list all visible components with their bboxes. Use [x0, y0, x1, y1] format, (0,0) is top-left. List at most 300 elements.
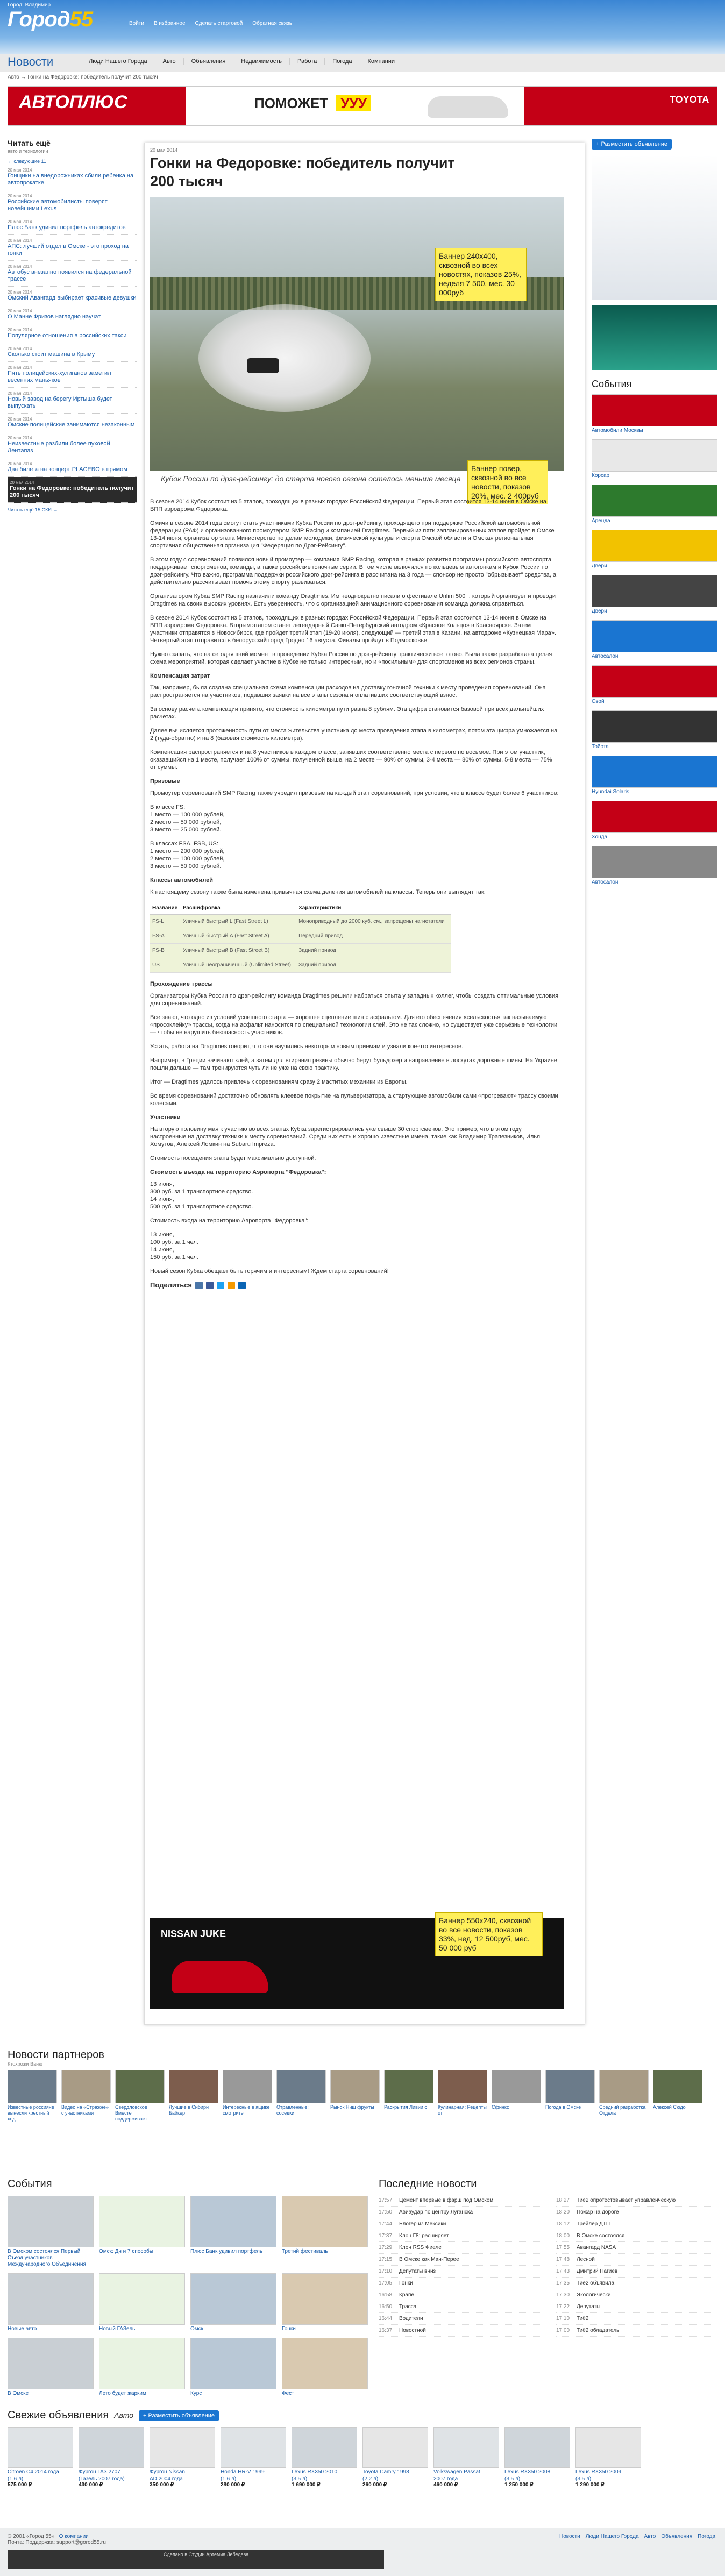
list-item[interactable] [8, 362, 137, 388]
item-title[interactable]: Омский Авангард выбирает красивые девушки [8, 295, 137, 301]
list-item[interactable] [8, 343, 137, 362]
cell: FS-B [150, 944, 181, 958]
table-row [150, 929, 451, 944]
news-line[interactable] [556, 2313, 717, 2325]
event-card-title[interactable]: Фест [282, 2390, 294, 2396]
news-text[interactable]: Трасса [399, 2304, 417, 2310]
news-time: 18:00 [556, 2233, 570, 2239]
item-title[interactable]: Сколько стоит машина в Крыму [8, 351, 95, 358]
news-line[interactable] [556, 2207, 717, 2218]
footer-link[interactable]: Люди Нашего Города [585, 2534, 639, 2539]
odnoklassniki-icon[interactable] [228, 1282, 235, 1289]
table-row [150, 958, 451, 973]
photo-car [247, 358, 279, 373]
col-header: Характеристики [296, 902, 451, 915]
col-header: Расшифровка [181, 902, 296, 915]
news-text[interactable]: Клон Г8: расширяет [399, 2233, 449, 2239]
article-body [150, 498, 559, 1289]
event-card-title[interactable]: Курс [190, 2390, 202, 2396]
ad-image [504, 2427, 570, 2468]
news-text[interactable]: Трейлер ДТП [577, 2221, 610, 2227]
event-card[interactable] [190, 2273, 276, 2332]
right-ad-toyota[interactable] [592, 155, 717, 300]
partner-title[interactable]: Средний разработка Отдела [599, 2104, 646, 2116]
news-time: 17:00 [556, 2328, 570, 2333]
list-item[interactable] [8, 432, 137, 458]
partner-title[interactable]: Рынок Ниш фрукты [330, 2104, 374, 2110]
event-card-title[interactable]: Лето будет жарким [99, 2390, 146, 2396]
event-item[interactable] [592, 801, 717, 841]
login-link[interactable]: Войти [129, 20, 144, 26]
partner-card[interactable] [61, 2070, 111, 2122]
event-card-image [99, 2196, 185, 2247]
event-title[interactable]: Двери [592, 608, 607, 614]
news-text[interactable]: Пожар на дороге [577, 2209, 619, 2215]
ad-title[interactable]: Volkswagen Passat [433, 2469, 480, 2475]
news-line[interactable] [556, 2301, 717, 2313]
news-line[interactable] [379, 2266, 540, 2278]
paragraph: Итог — Dragtimes удалось привлечь к соревнованиям сразу 2 маститых механики из Европы. [150, 1079, 408, 1085]
article-title: Гонки на Федоровке: победитель получит 200 тысяч [150, 155, 455, 189]
vk-icon[interactable] [195, 1282, 203, 1289]
partner-title[interactable]: Видео на «Стражне» с участниками [61, 2104, 109, 2116]
news-line[interactable] [379, 2242, 540, 2254]
event-image [592, 394, 717, 426]
news-text[interactable]: Экологически [577, 2292, 611, 2298]
ad-card[interactable] [575, 2427, 641, 2488]
news-line[interactable] [556, 2325, 717, 2337]
list-item[interactable] [8, 324, 137, 343]
partner-card[interactable] [492, 2070, 541, 2122]
item-title[interactable]: Неизвестные разбили более пуховой Лентапаз [8, 440, 110, 454]
ad-image [575, 2427, 641, 2468]
prize-list-fs [150, 803, 559, 834]
partner-title[interactable]: Лучшие в Сибири Байкер [169, 2104, 209, 2116]
partner-card[interactable] [169, 2070, 218, 2122]
event-title[interactable]: Тойота [592, 744, 609, 750]
news-time: 17:29 [379, 2245, 393, 2251]
left-more-bottom[interactable]: Читать ещё 15 СКИ → [8, 507, 58, 513]
ad-image [150, 2427, 215, 2468]
list-item[interactable] [8, 414, 137, 432]
event-title[interactable]: Двери [592, 563, 607, 569]
top-links [129, 20, 292, 26]
news-line[interactable] [379, 2218, 540, 2230]
partner-image [276, 2070, 326, 2103]
partner-title[interactable]: Раскрытия Ливии с [384, 2104, 427, 2110]
list-item[interactable] [8, 388, 137, 414]
ad-title[interactable]: Фургон Nissan [150, 2469, 185, 2475]
paragraph: Компенсация распространяется и на 8 участников в каждом классе, занявших соответственно места с первого по восьмое. При этом участник, оказавшийся на 1 месте, получает 100% от суммы, полученной выше, на 2 месте — 90% от суммы, 3-4 места — 80% от суммы, 5-8 места — 75% от суммы. [150, 749, 552, 771]
paragraph: На вторую половину мая к участию во всех этапах Кубка зарегистрировались уже свыше 30 спортсменов. Это пример, что в этом году настроенные на доставку техники к месту соревнований. Среди них есть и хорошо известные имена, такие как Владимир Трапезников, Илья Хомутов, Алексей Ломкин на Subaru Impreza. [150, 1126, 541, 1148]
partner-card[interactable] [8, 2070, 57, 2122]
event-title[interactable]: Автомобили Москвы [592, 428, 643, 433]
partner-image [223, 2070, 272, 2103]
partner-title[interactable]: Кулинарная: Рецепты от [438, 2104, 487, 2116]
cell: US [150, 958, 181, 973]
event-title[interactable]: Hyundai Solaris [592, 789, 630, 795]
partner-card[interactable] [653, 2070, 702, 2122]
ad-card[interactable] [221, 2427, 286, 2488]
event-card[interactable] [282, 2338, 368, 2397]
left-header: Читать ещё [8, 139, 51, 147]
ad-price: 460 000 ₽ [433, 2482, 458, 2488]
ad-card[interactable] [433, 2427, 499, 2488]
price-line: 14 июня, [150, 1196, 174, 1202]
item-date: 20 мая 2014 [8, 194, 32, 198]
facebook-icon[interactable] [206, 1282, 214, 1289]
partner-card[interactable] [276, 2070, 326, 2122]
news-text[interactable]: Депутаты [577, 2304, 601, 2310]
event-card[interactable] [190, 2196, 276, 2268]
partner-image [545, 2070, 595, 2103]
ad-card[interactable] [150, 2427, 215, 2488]
event-card[interactable] [282, 2273, 368, 2332]
news-time: 17:43 [556, 2268, 570, 2274]
news-text[interactable]: Тиё2 объявила [577, 2280, 615, 2286]
news-line[interactable] [379, 2301, 540, 2313]
event-card[interactable] [99, 2196, 185, 2268]
cell: Уличный быстрый L (Fast Street L) [181, 915, 296, 929]
item-title[interactable]: Пять полицейских-хулиганов заметил весенних маньяков [8, 370, 111, 383]
event-card-title[interactable]: В Омском состоялся Первый Съезд участников Международного Объединения [8, 2248, 86, 2267]
item-title[interactable]: Новый завод на берегу Иртыша будет выпускать [8, 396, 112, 409]
table-row [150, 944, 451, 958]
item-date: 20 мая 2014 [8, 238, 32, 243]
banner-car-image [428, 96, 508, 118]
partner-title[interactable]: Отравленные: соседки [276, 2104, 309, 2116]
news-text[interactable]: Тиё2 [577, 2316, 589, 2322]
event-title[interactable]: Свой [592, 699, 605, 705]
nav-item-jobs[interactable]: Работа [289, 58, 324, 65]
section-heading: Прохождение трассы [150, 981, 213, 987]
partners-news [8, 2049, 717, 2122]
event-card-title[interactable]: Гонки [282, 2326, 296, 2332]
news-line[interactable] [556, 2242, 717, 2254]
feedback-link[interactable]: Обратная связь [252, 20, 292, 26]
event-card-image [190, 2196, 276, 2247]
news-line[interactable] [556, 2278, 717, 2289]
event-card-title[interactable]: Третий фестиваль [282, 2248, 328, 2254]
event-card-title[interactable]: Новые авто [8, 2326, 37, 2332]
ad-title[interactable]: Lexus RX350 2008 [504, 2469, 551, 2475]
item-date: 20 мая 2014 [10, 480, 34, 485]
fresh-tab[interactable]: Авто [114, 2411, 134, 2420]
news-text[interactable]: Клон RSS Фиеле [399, 2245, 442, 2251]
partner-card[interactable] [115, 2070, 165, 2122]
nav-item-weather[interactable]: Погода [324, 58, 359, 65]
event-card[interactable] [8, 2338, 94, 2397]
news-time: 17:10 [379, 2268, 393, 2274]
nissan-label: NISSAN JUKE [161, 1929, 226, 1939]
event-title[interactable]: Корсар [592, 473, 610, 479]
article [144, 143, 585, 2025]
footer-link[interactable]: Погода [698, 2534, 716, 2539]
news-line[interactable] [556, 2230, 717, 2242]
ad-card[interactable] [8, 2427, 73, 2488]
news-line[interactable] [379, 2278, 540, 2289]
partner-title[interactable]: Алексей Сюдо [653, 2104, 686, 2110]
paragraph: Все знают, что одно из условий успешного старта — хорошее сцепление шин с асфальтом. Для его обеспечения «сельскость» так называемую «просоклейку» трассы, когда на асфальт наносится по специальной технологии клей. Это не так сложно, но существует уже серьёзные технологии — чтобы не нарушить безопасность участников. [150, 1014, 558, 1036]
event-card-title[interactable]: В Омске [8, 2390, 29, 2396]
prize-list-fsa [150, 840, 559, 870]
news-text[interactable]: Цемент впервые в фарш под Омском [399, 2197, 494, 2203]
list-item[interactable] [8, 216, 137, 235]
ad-price: 350 000 ₽ [150, 2482, 174, 2488]
nissan-car-image [172, 1961, 268, 1993]
footer-link[interactable]: Авто [644, 2534, 656, 2539]
event-card-image [282, 2196, 368, 2247]
site-logo[interactable] [8, 8, 93, 32]
ad-note-3: Баннер 550х240, сквозной во все новости, показов 33%, нед. 12 500руб, мес. 50 000 руб [435, 1912, 543, 1956]
item-date: 20 мая 2014 [8, 436, 32, 440]
event-card-image [190, 2273, 276, 2325]
news-line[interactable] [379, 2195, 540, 2207]
event-card-image [99, 2273, 185, 2325]
city-label[interactable]: Город: Владимир [8, 2, 51, 8]
price-line: 13 июня, [150, 1181, 174, 1187]
event-item[interactable] [592, 394, 717, 434]
list-item[interactable] [8, 305, 137, 324]
item-title[interactable]: АПС: лучший отдел в Омске - это проход на гонки [8, 243, 129, 257]
list-item[interactable] [8, 287, 137, 305]
main-nav [0, 54, 725, 72]
event-title[interactable]: Хонда [592, 834, 608, 840]
news-line[interactable] [379, 2207, 540, 2218]
news-time: 17:57 [379, 2197, 393, 2203]
prize-line: 1 место — 200 000 рублей, [150, 848, 225, 855]
event-item[interactable] [592, 620, 717, 660]
event-card[interactable] [99, 2273, 185, 2332]
footer-link[interactable]: Новости [559, 2534, 580, 2539]
partner-title[interactable]: Погода в Омске [545, 2104, 581, 2110]
photo-caption: Кубок России по дрэг-рейсингу: до старта нового сезона осталось меньше месяца [161, 474, 461, 483]
news-text[interactable]: Депутаты вниз [399, 2268, 436, 2274]
news-text[interactable]: Блогер из Мексики [399, 2221, 446, 2227]
nav-item-ads[interactable]: Объявления [183, 58, 233, 65]
partner-image [115, 2070, 165, 2103]
news-time: 18:27 [556, 2197, 570, 2203]
paragraph: Стоимость посещения этапа будет максимально доступной. [150, 1155, 316, 1162]
made-by[interactable]: Сделано в Студии Артемия Лебедева [164, 2552, 249, 2557]
partner-card[interactable] [330, 2070, 380, 2122]
news-time: 17:50 [379, 2209, 393, 2215]
event-item[interactable] [592, 575, 717, 615]
item-title[interactable]: Два билета на концерт PLACEBO в прямом [8, 466, 127, 473]
list-item[interactable] [8, 190, 137, 216]
news-line[interactable] [379, 2289, 540, 2301]
item-date: 20 мая 2014 [8, 219, 32, 224]
news-line[interactable] [379, 2325, 540, 2337]
article-photo [150, 197, 564, 471]
event-card[interactable] [282, 2196, 368, 2268]
section-heading: Участники [150, 1114, 181, 1121]
event-item[interactable] [592, 710, 717, 750]
event-card-title[interactable]: Омск [190, 2326, 204, 2332]
partner-image [653, 2070, 702, 2103]
news-line[interactable] [379, 2254, 540, 2266]
news-line[interactable] [556, 2266, 717, 2278]
nav-item-auto[interactable]: Авто [155, 58, 183, 65]
mail-icon[interactable] [238, 1282, 246, 1289]
partner-image [438, 2070, 487, 2103]
event-card[interactable] [99, 2338, 185, 2397]
event-item[interactable] [592, 846, 717, 886]
partner-title[interactable]: Известные россияне вынесли крестный ход [8, 2104, 54, 2122]
ad-title[interactable]: Lexus RX350 2010 [292, 2469, 338, 2475]
ad-subtitle: 2007 года [433, 2476, 458, 2482]
partners-row [8, 2070, 717, 2122]
event-item[interactable] [592, 485, 717, 524]
paragraph: В сезоне 2014 Кубок состоит из 5 этапов, проходящих в разных городах Российской Федерации. Первый этап состоится 13-14 июня в Омске на ВПП аэродрома Федоровка. [150, 499, 546, 513]
paragraph: Например, в Греции начинают клей, а затем для втирания резины обычно берут бульдозер и направление в лоскутах дорожные шины. На Украине пошли дальше — там тренируются чуть ли не уже на свою практику. [150, 1057, 557, 1071]
event-title[interactable]: Автосалон [592, 879, 619, 885]
ad-title[interactable]: Citroen C4 2014 года [8, 2469, 59, 2475]
latest-title: Последние новости [379, 2178, 477, 2190]
news-line[interactable] [556, 2289, 717, 2301]
event-card[interactable] [8, 2196, 94, 2268]
event-title[interactable]: Автосалон [592, 653, 619, 659]
cell: Задний привод [296, 944, 451, 958]
item-title[interactable]: Популярное отношения в российских такси [8, 332, 127, 339]
item-title[interactable]: Автобус внезапно появился на федеральной трассе [8, 269, 132, 282]
news-text[interactable]: Авангард NASA [577, 2245, 616, 2251]
ad-subtitle: (2.2 л) [362, 2476, 379, 2482]
news-text[interactable]: Лесной [577, 2257, 595, 2262]
top-ad-banner[interactable] [8, 86, 717, 126]
twitter-icon[interactable] [217, 1282, 224, 1289]
post-ad-button[interactable]: + Разместить объявление [592, 139, 672, 150]
news-line[interactable] [556, 2254, 717, 2266]
item-title[interactable]: Российские автомобилисты поверят новейшими Lexus [8, 198, 108, 212]
partner-card[interactable] [223, 2070, 272, 2122]
price-heading-2: Стоимость входа на территорию Аэропорта "Федоровка": [150, 1218, 309, 1224]
event-card-title[interactable]: Новый ГАЗель [99, 2326, 136, 2332]
news-text[interactable]: В Омске состоялся [577, 2233, 625, 2239]
list-item[interactable] [8, 477, 137, 503]
partner-title[interactable]: Интересные в ящике смотрите [223, 2104, 270, 2116]
cell: Уличный неограниченный (Unlimited Street) [181, 958, 296, 973]
latest-news [379, 2178, 717, 2337]
news-text[interactable]: Водители [399, 2316, 423, 2322]
favorites-link[interactable]: В избранное [153, 20, 186, 26]
paragraph: Организаторы Кубка России по дрэг-рейсингу команда Dragtimes решили набраться опыта у западных коллег, чтобы создать оптимальные условия для соревнований. [150, 993, 559, 1007]
ad-subtitle: (1.6 л) [221, 2476, 237, 2482]
fresh-ads [8, 2409, 717, 2488]
paragraph: Нужно сказать, что на сегодняшний момент в проведении Кубка России по дрэг-рейсингу практически все готово. Была также разработана целая схема мероприятий, которая сделает участие в Кубке не только интересным, но и «посильным» для спортсменов из всех регионов страны. [150, 651, 552, 665]
fresh-post-button[interactable]: + Разместить объявление [139, 2410, 219, 2421]
event-item[interactable] [592, 665, 717, 705]
news-text[interactable]: Авиаудар по центру Луганска [399, 2209, 473, 2215]
event-item[interactable] [592, 530, 717, 570]
news-text[interactable]: Дмитрий Нагиев [577, 2268, 618, 2274]
make-start-link[interactable]: Сделать стартовой [195, 20, 243, 26]
list-item[interactable] [8, 165, 137, 190]
partner-card[interactable] [438, 2070, 487, 2122]
item-date: 20 мая 2014 [8, 365, 32, 370]
ad-card[interactable] [504, 2427, 570, 2488]
event-card-title[interactable]: Омск: Дн и 7 способы [99, 2248, 153, 2254]
news-time: 17:35 [556, 2280, 570, 2286]
news-line[interactable] [556, 2218, 717, 2230]
partner-card[interactable] [599, 2070, 649, 2122]
col-header: Название [150, 902, 181, 915]
event-item[interactable] [592, 756, 717, 795]
news-time: 16:44 [379, 2316, 393, 2322]
news-line[interactable] [379, 2230, 540, 2242]
news-text[interactable]: Тиё2 обладатель [577, 2328, 620, 2333]
item-title[interactable]: Омские полицейские занимаются незаконным [8, 422, 135, 428]
event-card[interactable] [190, 2338, 276, 2397]
paragraph: В этом году с соревнований появился новый промоутер — компания SMP Racing, которая в рамках развития программы российского автоспорта поддерживает спортсменов, команды, а также российские гоночные серии. В том числе включился по кольцевым автогонкам и Кубок России по дрэг-рейсингу. Что важно, программа поддержки российского дрэг-рейсинга в рассчитана на 3 года — спонсор не просто "обрызывает" средства, а действительно рассчитывает помочь этому спорту развиваться. [150, 557, 557, 586]
ad-price: 575 000 ₽ [8, 2482, 32, 2488]
list-item[interactable] [8, 235, 137, 261]
nav-item-companies[interactable]: Компании [360, 58, 403, 65]
list-item[interactable] [8, 261, 137, 287]
ad-card[interactable] [362, 2427, 428, 2488]
paragraph: Новый сезон Кубка обещает быть горячим и интересным! Ждем старта соревнований! [150, 1268, 389, 1275]
news-text[interactable]: Тиё2 опротестовывает управленческую [577, 2197, 676, 2203]
banner-slogan-b: УУУ [336, 95, 371, 111]
item-title[interactable]: О Манне Фризов наглядно научат [8, 314, 101, 320]
item-title[interactable]: Гонки на Федоровке: победитель получит 200 тысяч [10, 485, 134, 499]
item-title[interactable]: Гонщики на внедорожниках сбили ребенка на автопрокатке [8, 173, 134, 186]
event-title[interactable]: Аренда [592, 518, 610, 524]
news-line[interactable] [379, 2313, 540, 2325]
ad-title[interactable]: Фургон ГАЗ 2707 [79, 2469, 120, 2475]
partner-card[interactable] [545, 2070, 595, 2122]
ad-card[interactable] [79, 2427, 144, 2488]
price-list-vehicle [150, 1180, 559, 1211]
cell: Моноприводный до 2000 куб. см., запрещены нагнетатели [296, 915, 451, 929]
nav-section-title[interactable]: Новости [8, 55, 54, 68]
paragraph: Во время соревнований достаточно обновлять клеевое покрытие на пульверизатора, а стартующие автомобили сами «прогревают» трассу своими колесами. [150, 1093, 558, 1107]
event-item[interactable] [592, 439, 717, 479]
about-link[interactable]: О компании [59, 2534, 89, 2539]
ad-title[interactable]: Honda HR-V 1999 [221, 2469, 265, 2475]
item-date: 20 мая 2014 [8, 417, 32, 422]
news-text[interactable]: Гонки [399, 2280, 413, 2286]
news-text[interactable]: Крапе [399, 2292, 414, 2298]
partner-card[interactable] [384, 2070, 433, 2122]
prize-line: В классах FSA, FSB, US: [150, 841, 218, 847]
list-item[interactable] [8, 458, 137, 477]
item-title[interactable]: Плюс Банк удивил портфель автокредитов [8, 224, 126, 231]
nav-item-people[interactable]: Люди Нашего Города [81, 58, 155, 65]
copyright: © 2001 «Город 55» [8, 2534, 55, 2539]
partner-title[interactable]: Свердловское Вместе поддерживает [115, 2104, 147, 2122]
partner-title[interactable]: Сфинкс [492, 2104, 509, 2110]
news-time: 17:48 [556, 2257, 570, 2262]
event-card[interactable] [8, 2273, 94, 2332]
right-ad-dark[interactable] [592, 305, 717, 370]
classes-table [150, 902, 451, 973]
ad-subtitle: (1.6 л) [8, 2476, 24, 2482]
ad-title[interactable]: Toyota Camry 1998 [362, 2469, 409, 2475]
news-text[interactable]: Новостной [399, 2328, 426, 2333]
news-line[interactable] [556, 2195, 717, 2207]
ad-title[interactable]: Lexus RX350 2009 [575, 2469, 622, 2475]
breadcrumb[interactable]: Авто → Гонки на Федоровке: победитель получит 200 тысяч [8, 74, 158, 80]
ad-card[interactable] [292, 2427, 357, 2488]
footer-link[interactable]: Объявления [661, 2534, 693, 2539]
news-time: 17:37 [379, 2233, 393, 2239]
left-more-top[interactable]: ← следующие 11 [8, 159, 46, 164]
event-card-title[interactable]: Плюс Банк удивил портфель [190, 2248, 263, 2254]
event-image [592, 530, 717, 562]
nav-item-realty[interactable]: Недвижимость [233, 58, 289, 65]
news-text[interactable]: В Омске как Ман-Перее [399, 2257, 459, 2262]
